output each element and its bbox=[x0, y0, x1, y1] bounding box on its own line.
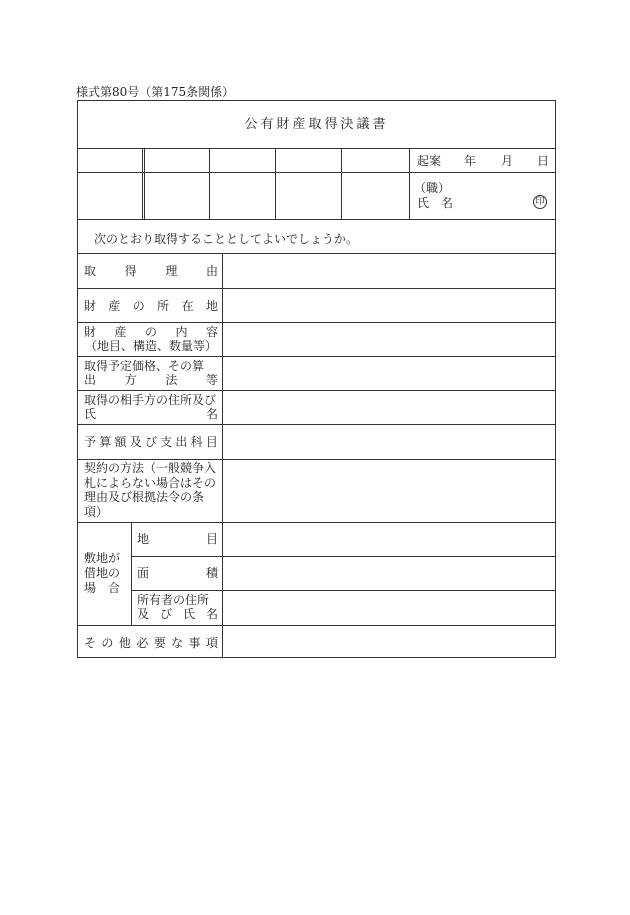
label-location: 財 産 の 所 在 地 bbox=[84, 299, 218, 313]
approval-col-1 bbox=[142, 148, 143, 219]
label-counterparty: 取得の相手方の住所及び 氏 名 bbox=[84, 393, 218, 421]
line-below-party bbox=[78, 424, 555, 425]
form-number: 様式第80号（第175条関係） bbox=[76, 85, 235, 99]
label-contract-method: 契約の方法（一般競争入 札によらない場合はその 理由及び根拠法令の条 項） bbox=[84, 461, 217, 519]
acquisition-decision-form bbox=[77, 100, 556, 658]
line-below-reason bbox=[78, 288, 555, 289]
label-land-category: 地 目 bbox=[137, 532, 218, 546]
label-owner: 所有者の住所 及 び 氏 名 bbox=[137, 593, 218, 621]
signer-name-label: 氏 名 bbox=[417, 196, 454, 210]
line-below-leased bbox=[78, 625, 555, 626]
label-leased-line1: 敷地が bbox=[84, 551, 121, 565]
label-area: 面 積 bbox=[137, 566, 218, 580]
label-leased-line3: 場 合 bbox=[84, 581, 120, 595]
label-value-divider bbox=[222, 253, 223, 658]
line-below-approval-row bbox=[78, 219, 555, 220]
line-below-contract bbox=[78, 522, 555, 523]
intro-text: 次のとおり取得することとしてよいでしょうか。 bbox=[94, 232, 359, 246]
signer-position: （職） bbox=[414, 181, 451, 195]
approval-col-5 bbox=[409, 148, 410, 219]
line-below-location bbox=[78, 322, 555, 323]
line-below-intro bbox=[78, 253, 555, 254]
approval-col-4 bbox=[341, 148, 342, 219]
draft-day: 日 bbox=[537, 154, 550, 168]
approval-col-2 bbox=[209, 148, 210, 219]
approval-col-1b bbox=[144, 148, 145, 219]
line-below-content bbox=[78, 356, 555, 357]
draft-year: 年 bbox=[464, 154, 477, 168]
label-other: そ の 他 必 要 な 事 項 bbox=[84, 636, 218, 650]
seal-mark: 印 bbox=[533, 195, 547, 209]
label-budget: 予 算 額 及 び 支 出 科 目 bbox=[84, 435, 218, 449]
approval-col-3 bbox=[275, 148, 276, 219]
label-content: 財 産 の 内 容 （地目、構造、数量等） bbox=[84, 325, 218, 353]
line-below-budget bbox=[78, 459, 555, 460]
draft-month: 月 bbox=[501, 154, 514, 168]
line-below-title bbox=[78, 148, 555, 149]
label-price: 取得予定価格、その算 出 方 法 等 bbox=[84, 359, 218, 387]
form-title: 公有財産取得決議書 bbox=[244, 117, 389, 132]
line-below-land-category bbox=[131, 556, 555, 557]
line-below-draft-row bbox=[78, 172, 555, 173]
leased-subgroup-divider bbox=[131, 522, 132, 625]
label-leased-line2: 借地の bbox=[84, 566, 121, 580]
line-below-area bbox=[131, 590, 555, 591]
draft-label: 起案 bbox=[417, 154, 442, 168]
line-below-price bbox=[78, 390, 555, 391]
label-reason: 取 得 理 由 bbox=[84, 264, 218, 278]
